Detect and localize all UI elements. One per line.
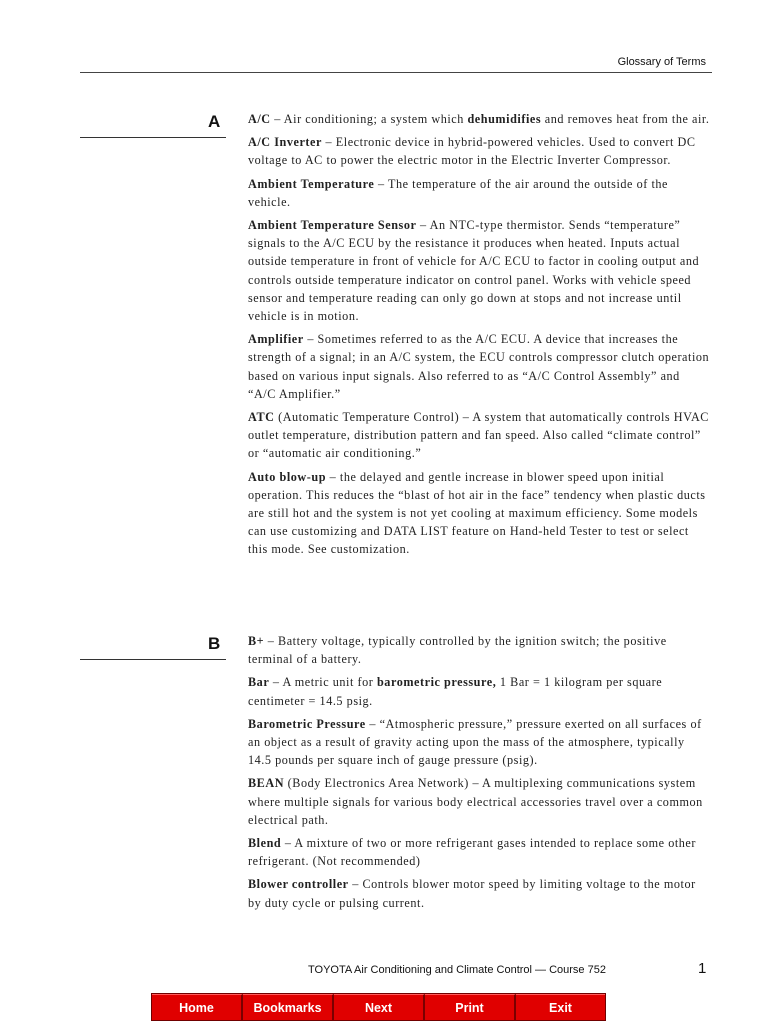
glossary-term: BEAN xyxy=(248,776,285,791)
exit-button[interactable]: Exit xyxy=(516,994,605,1020)
glossary-entry xyxy=(248,330,710,403)
definition-text: (Body Electronics Area Network) – A multiplexing communications system where multiple signals for various body electrical accessories travel over a common electrical path. xyxy=(248,776,703,827)
glossary-term: Ambient Temperature Sensor xyxy=(248,218,417,233)
glossary-entry xyxy=(248,673,710,709)
glossary-entry xyxy=(248,408,710,463)
glossary-term: ATC xyxy=(248,410,275,425)
glossary-entry xyxy=(248,175,710,211)
glossary-entry xyxy=(248,875,710,911)
glossary-entry xyxy=(248,110,710,128)
section-letter-b: B xyxy=(208,634,221,653)
definition-text: – the delayed and gentle increase in blower speed upon initial operation. This reduces the “blast of hot air in the face” tendency when plastic ducts are still hot and the system is not yet cooling at maximum efficiency. Some models can use customizing and DATA LIST feature on Hand-held Tester to test or select this mode. See customization. xyxy=(248,469,706,557)
definition-text: – “Atmospheric pressure,” pressure exerted on all surfaces of an object as a result of gravity acting upon the mass of the atmosphere, typically 14.5 pounds per square inch of gauge pressure (psig). xyxy=(248,716,702,768)
glossary-term: Auto blow-up xyxy=(248,469,327,484)
glossary-entry xyxy=(248,216,710,325)
emphasized-text: barometric pressure, xyxy=(376,675,497,690)
navigation-bar xyxy=(151,993,606,1021)
glossary-term: B+ xyxy=(248,634,265,648)
next-button[interactable]: Next xyxy=(334,994,425,1020)
definition-text: and removes heat from the air. xyxy=(541,112,710,126)
definition-text: – Controls blower motor speed by limiting voltage to the motor by duty cycle or pulsing current. xyxy=(248,877,696,910)
glossary-entry xyxy=(248,834,710,870)
glossary-term: Blower controller xyxy=(248,877,349,892)
definition-text: – Sometimes referred to as the A/C ECU. A device that increases the strength of a signal; in an A/C system, the ECU controls compressor clutch operation based on various input signals. Also referred to as “A/C Control Assembly” and “A/C Amplifier.” xyxy=(248,332,710,401)
glossary-term: Barometric Pressure xyxy=(248,716,366,731)
header-rule xyxy=(80,72,712,73)
section-rule-a xyxy=(80,137,226,138)
section-rule-b xyxy=(80,659,226,660)
definition-text: – The temperature of the air around the outside of the vehicle. xyxy=(248,176,668,209)
glossary-term: Bar xyxy=(248,675,270,690)
definition-text: – A metric unit for xyxy=(269,675,377,690)
glossary-entry xyxy=(248,774,710,829)
print-button[interactable]: Print xyxy=(425,994,516,1020)
glossary-term: Blend xyxy=(248,836,282,851)
definition-text: – An NTC-type thermistor. Sends “temperature” signals to the A/C ECU by the resistance it produces when heated. Inputs actual outside temperature in front of vehicle for A/C ECU to factor in cooling output and controls outside temperature indicator on control panel. Works with vehicle speed sensor and temperature reading can only go down at stops and not increase until vehicle is in motion. xyxy=(248,218,700,324)
home-button[interactable]: Home xyxy=(152,994,243,1020)
glossary-section-a xyxy=(248,110,710,564)
footer-course-title: TOYOTA Air Conditioning and Climate Control — Course 752 xyxy=(308,964,606,976)
page-header-title: Glossary of Terms xyxy=(617,56,706,68)
glossary-term: Amplifier xyxy=(248,332,304,347)
definition-text: – Battery voltage, typically controlled by the ignition switch; the positive terminal of a battery. xyxy=(248,634,667,667)
definition-text: – Air conditioning; a system which xyxy=(270,112,468,126)
definition-text: – Electronic device in hybrid-powered vehicles. Used to convert DC voltage to AC to power the electric motor in the Electric Inverter Compressor. xyxy=(248,135,696,168)
glossary-entry xyxy=(248,632,710,668)
bookmarks-button[interactable]: Bookmarks xyxy=(243,994,334,1020)
definition-text: – A mixture of two or more refrigerant gases intended to replace some other refrigerant. (Not recommended) xyxy=(248,836,696,869)
glossary-term: A/C Inverter xyxy=(248,135,322,150)
glossary-entry xyxy=(248,715,710,770)
definition-text: 1 Bar = 1 kilogram per square centimeter = 14.5 psig. xyxy=(248,675,663,708)
section-letter-a: A xyxy=(208,112,221,131)
glossary-entry xyxy=(248,133,710,169)
glossary-term: A/C xyxy=(248,112,271,126)
glossary-entry xyxy=(248,468,710,559)
glossary-section-b xyxy=(248,632,710,917)
page-number: 1 xyxy=(698,960,707,977)
emphasized-text: dehumidifies xyxy=(467,112,542,126)
glossary-term: Ambient Temperature xyxy=(248,176,375,191)
definition-text: (Automatic Temperature Control) – A system that automatically controls HVAC outlet temperature, distribution pattern and fan speed. Also called “climate control” or “automatic air conditioning.” xyxy=(248,410,709,461)
